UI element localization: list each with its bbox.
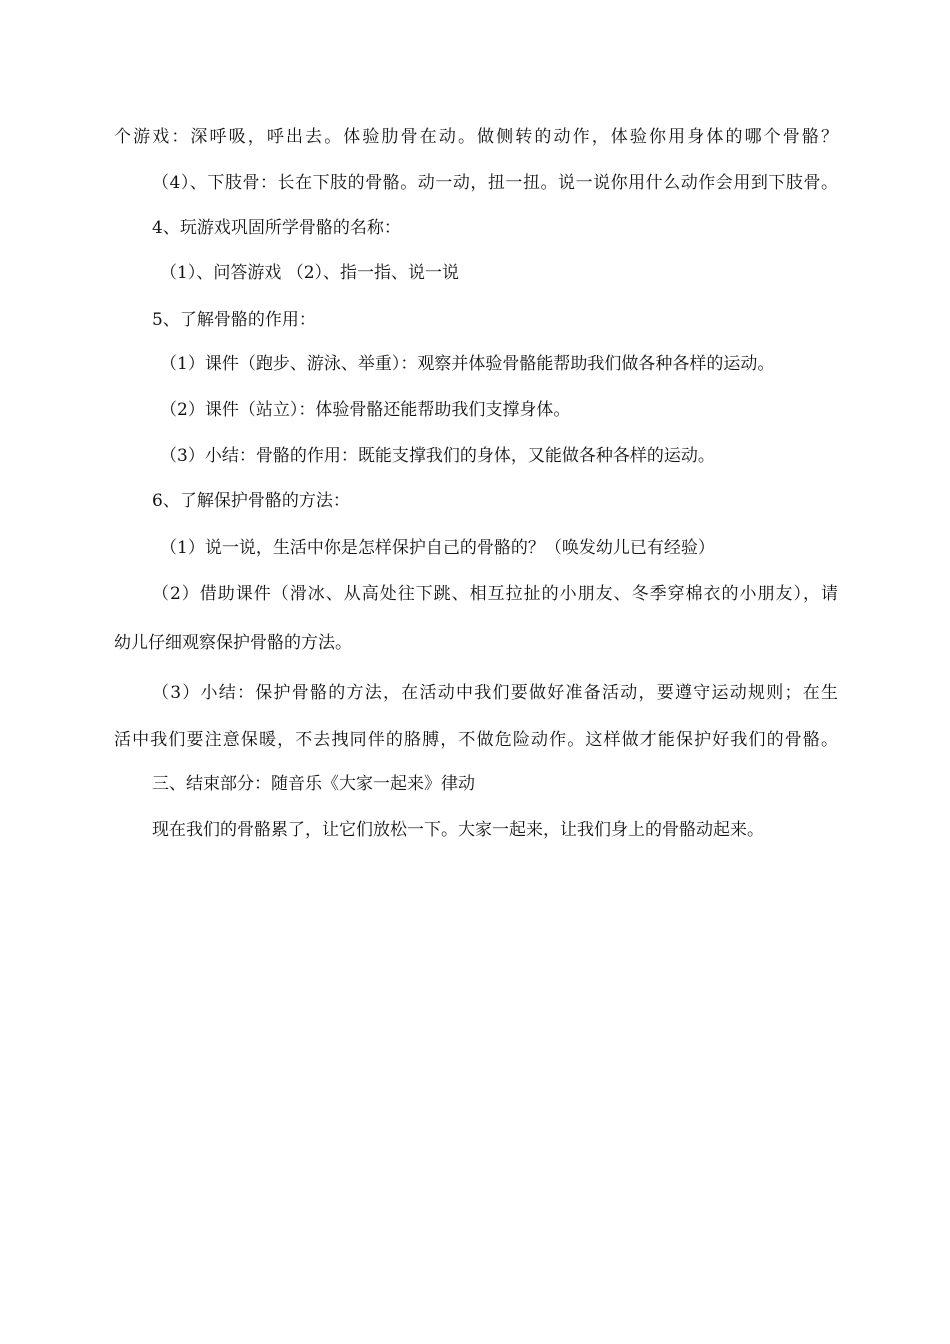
- section-heading: 4、玩游戏巩固所学骨骼的名称：: [152, 218, 401, 238]
- section-heading: 6、了解保护骨骼的方法：: [152, 491, 350, 511]
- paragraph-line: （1）课件（跑步、游泳、举重）：观察并体验骨骼能帮助我们做各种各样的运动。: [160, 354, 775, 374]
- section-heading: 5、了解骨骼的作用：: [152, 310, 316, 330]
- section-heading: 三、结束部分：随音乐《大家一起来》律动: [152, 774, 475, 794]
- paragraph-line: 现在我们的骨骼累了，让它们放松一下。大家一起来，让我们身上的骨骼动起来。: [152, 820, 764, 840]
- paragraph-line: 个游戏：深呼吸，呼出去。体验肋骨在动。做侧转的动作，体验你用身体的哪个骨骼？: [114, 127, 838, 147]
- paragraph-line: （1）、问答游戏 （2）、指一指、说一说: [160, 263, 460, 283]
- paragraph-line: （2）课件（站立）：体验骨骼还能帮助我们支撑身体。: [160, 400, 571, 420]
- paragraph-line: （1）说一说，生活中你是怎样保护自己的骨骼的？（唤发幼儿已有经验）: [160, 538, 715, 558]
- paragraph-line: 活中我们要注意保暖，不去拽同伴的胳膊，不做危险动作。这样做才能保护好我们的骨骼。: [114, 730, 838, 750]
- paragraph-line: 幼儿仔细观察保护骨骼的方法。: [114, 633, 352, 653]
- paragraph-line: （2）借助课件（滑冰、从高处往下跳、相互拉扯的小朋友、冬季穿棉衣的小朋友），请: [152, 584, 838, 604]
- paragraph-line: （4）、下肢骨：长在下肢的骨骼。动一动，扭一扭。说一说你用什么动作会用到下肢骨。: [152, 173, 838, 193]
- paragraph-line: （3）小结：保护骨骼的方法，在活动中我们要做好准备活动，要遵守运动规则；在生: [152, 683, 838, 703]
- paragraph-line: （3）小结：骨骼的作用：既能支撑我们的身体，又能做各种各样的运动。: [160, 446, 715, 466]
